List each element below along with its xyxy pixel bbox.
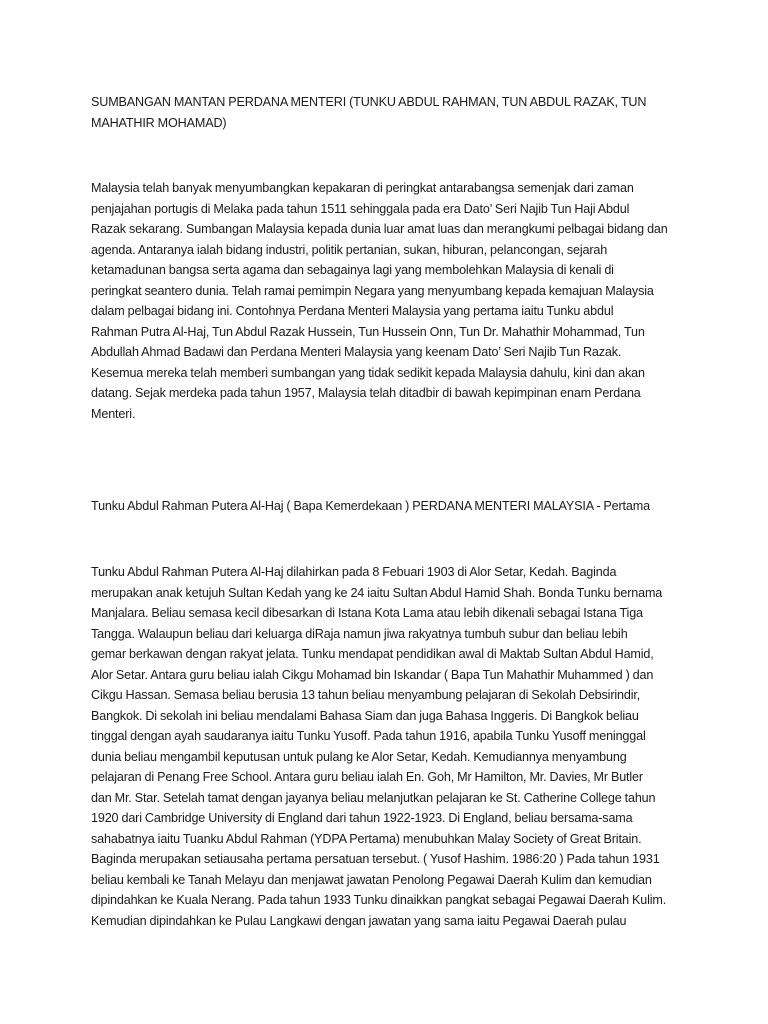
paragraph-line: dalam pelbagai bidang ini. Contohnya Perdana Menteri Malaysia yang pertama iaitu Tunku abdul: [91, 304, 614, 318]
title-line: MAHATHIR MOHAMAD): [91, 115, 227, 130]
paragraph-line: Kesemua mereka telah memberi sumbangan yang tidak sedikit kepada Malaysia dahulu, kini dan akan: [91, 365, 645, 380]
paragraph-line: Malaysia telah banyak menyumbangkan kepakaran di peringkat antarabangsa semenjak dari zaman: [91, 181, 634, 195]
document-title: [91, 92, 691, 133]
tunku-biography-paragraph: [91, 562, 691, 931]
paragraph-line: datang. Sejak merdeka pada tahun 1957, Malaysia telah ditadbir di bawah kepimpinan enam Perdana: [91, 386, 641, 400]
paragraph-line: Cikgu Hassan. Semasa beliau berusia 13 tahun beliau menyambung pelajaran di Sekolah Debsirindir,: [91, 688, 641, 702]
paragraph-line: peringkat seantero dunia. Telah ramai pemimpin Negara yang menyumbang kepada kemajuan Malaysia: [91, 283, 654, 298]
paragraph-line: Alor Setar. Antara guru beliau ialah Cikgu Mohamad bin Iskandar ( Bapa Tun Mahathir Muhammed ) dan: [91, 667, 654, 682]
paragraph-line: tinggal dengan ayah saudaranya iaitu Tunku Yusoff. Pada tahun 1916, apabila Tunku Yusoff meninggal: [91, 729, 646, 743]
paragraph-line: gemar berkawan dengan rakyat jelata. Tunku mendapat pendidikan awal di Maktab Sultan Abdul Hamid,: [91, 647, 654, 661]
paragraph-line: Menteri.: [91, 406, 136, 421]
paragraph-line: Rahman Putra Al-Haj, Tun Abdul Razak Hussein, Tun Hussein Onn, Tun Dr. Mahathir Mohammad, Tun: [91, 324, 645, 339]
paragraph-line: dunia beliau mengambil keputusan untuk pulang ke Alor Setar, Kedah. Kemudiannya menyambung: [91, 749, 627, 764]
paragraph-line: 1920 dari Cambridge University di England dari tahun 1922-1923. Di England, beliau bersama-sama: [91, 811, 633, 825]
paragraph-line: Tangga. Walaupun beliau dari keluarga diRaja namun jiwa rakyatnya tumbuh subur dan beliau lebih: [91, 626, 628, 641]
paragraph-line: Baginda merupakan setiausaha pertama persatuan tersebut. ( Yusof Hashim. 1986:20 ) Pada tahun 1931: [91, 852, 660, 866]
title-line: SUMBANGAN MANTAN PERDANA MENTERI (TUNKU ABDUL RAHMAN, TUN ABDUL RAZAK, TUN: [91, 95, 647, 109]
paragraph-line: Bangkok. Di sekolah ini beliau mendalami Bahasa Siam dan juga Bahasa Inggeris. Di Bangkok beliau: [91, 708, 639, 723]
paragraph-line: merupakan anak ketujuh Sultan Kedah yang ke 24 iaitu Sultan Abdul Hamid Shah. Bonda Tunku bernama: [91, 585, 663, 600]
paragraph-line: sahabatnya iaitu Tuanku Abdul Rahman (YDPA Pertama) menubuhkan Malay Society of Great Britain.: [91, 831, 642, 846]
paragraph-line: agenda. Antaranya ialah bidang industri, politik pertanian, sukan, hiburan, pelancongan, sejarah: [91, 242, 608, 257]
paragraph-line: Manjalara. Beliau semasa kecil dibesarkan di Istana Kota Lama atau lebih dikenali sebagai Istana Tiga: [91, 606, 643, 620]
intro-paragraph: [91, 178, 691, 424]
paragraph-line: penjajahan portugis di Melaka pada tahun 1511 sehinggala pada era Dato’ Seri Najib Tun Haji Abdul: [91, 201, 630, 216]
section-heading: [91, 496, 691, 517]
paragraph-line: dan Mr. Star. Setelah tamat dengan jayanya beliau melanjutkan pelajaran ke St. Catherine College tahun: [91, 790, 656, 805]
paragraph-line: dipindahkan ke Kuala Nerang. Pada tahun 1933 Tunku dinaikkan pangkat sebagai Pegawai Daerah Kulim.: [91, 893, 667, 907]
paragraph-line: pelajaran di Penang Free School. Antara guru beliau ialah En. Goh, Mr Hamilton, Mr. Davies, Mr Butler: [91, 770, 643, 784]
paragraph-line: Abdullah Ahmad Badawi dan Perdana Menteri Malaysia yang keenam Dato’ Seri Najib Tun Razak.: [91, 345, 622, 359]
paragraph-line: Kemudian dipindahkan ke Pulau Langkawi dengan jawatan yang sama iaitu Pegawai Daerah pulau: [91, 913, 627, 928]
paragraph-line: beliau kembali ke Tanah Melayu dan menjawat jawatan Penolong Pegawai Daerah Kulim dan kemudian: [91, 872, 652, 887]
paragraph-line: Razak sekarang. Sumbangan Malaysia kepada dunia luar amat luas dan merangkumi pelbagai bidang dan: [91, 222, 668, 236]
section-heading-text: Tunku Abdul Rahman Putera Al-Haj ( Bapa Kemerdekaan ) PERDANA MENTERI MALAYSIA - Pertama: [91, 499, 650, 513]
paragraph-line: ketamadunan bangsa serta agama dan sebagainya lagi yang membolehkan Malaysia di kenali di: [91, 263, 614, 277]
paragraph-line: Tunku Abdul Rahman Putera Al-Haj dilahirkan pada 8 Febuari 1903 di Alor Setar, Kedah. Baginda: [91, 565, 617, 579]
